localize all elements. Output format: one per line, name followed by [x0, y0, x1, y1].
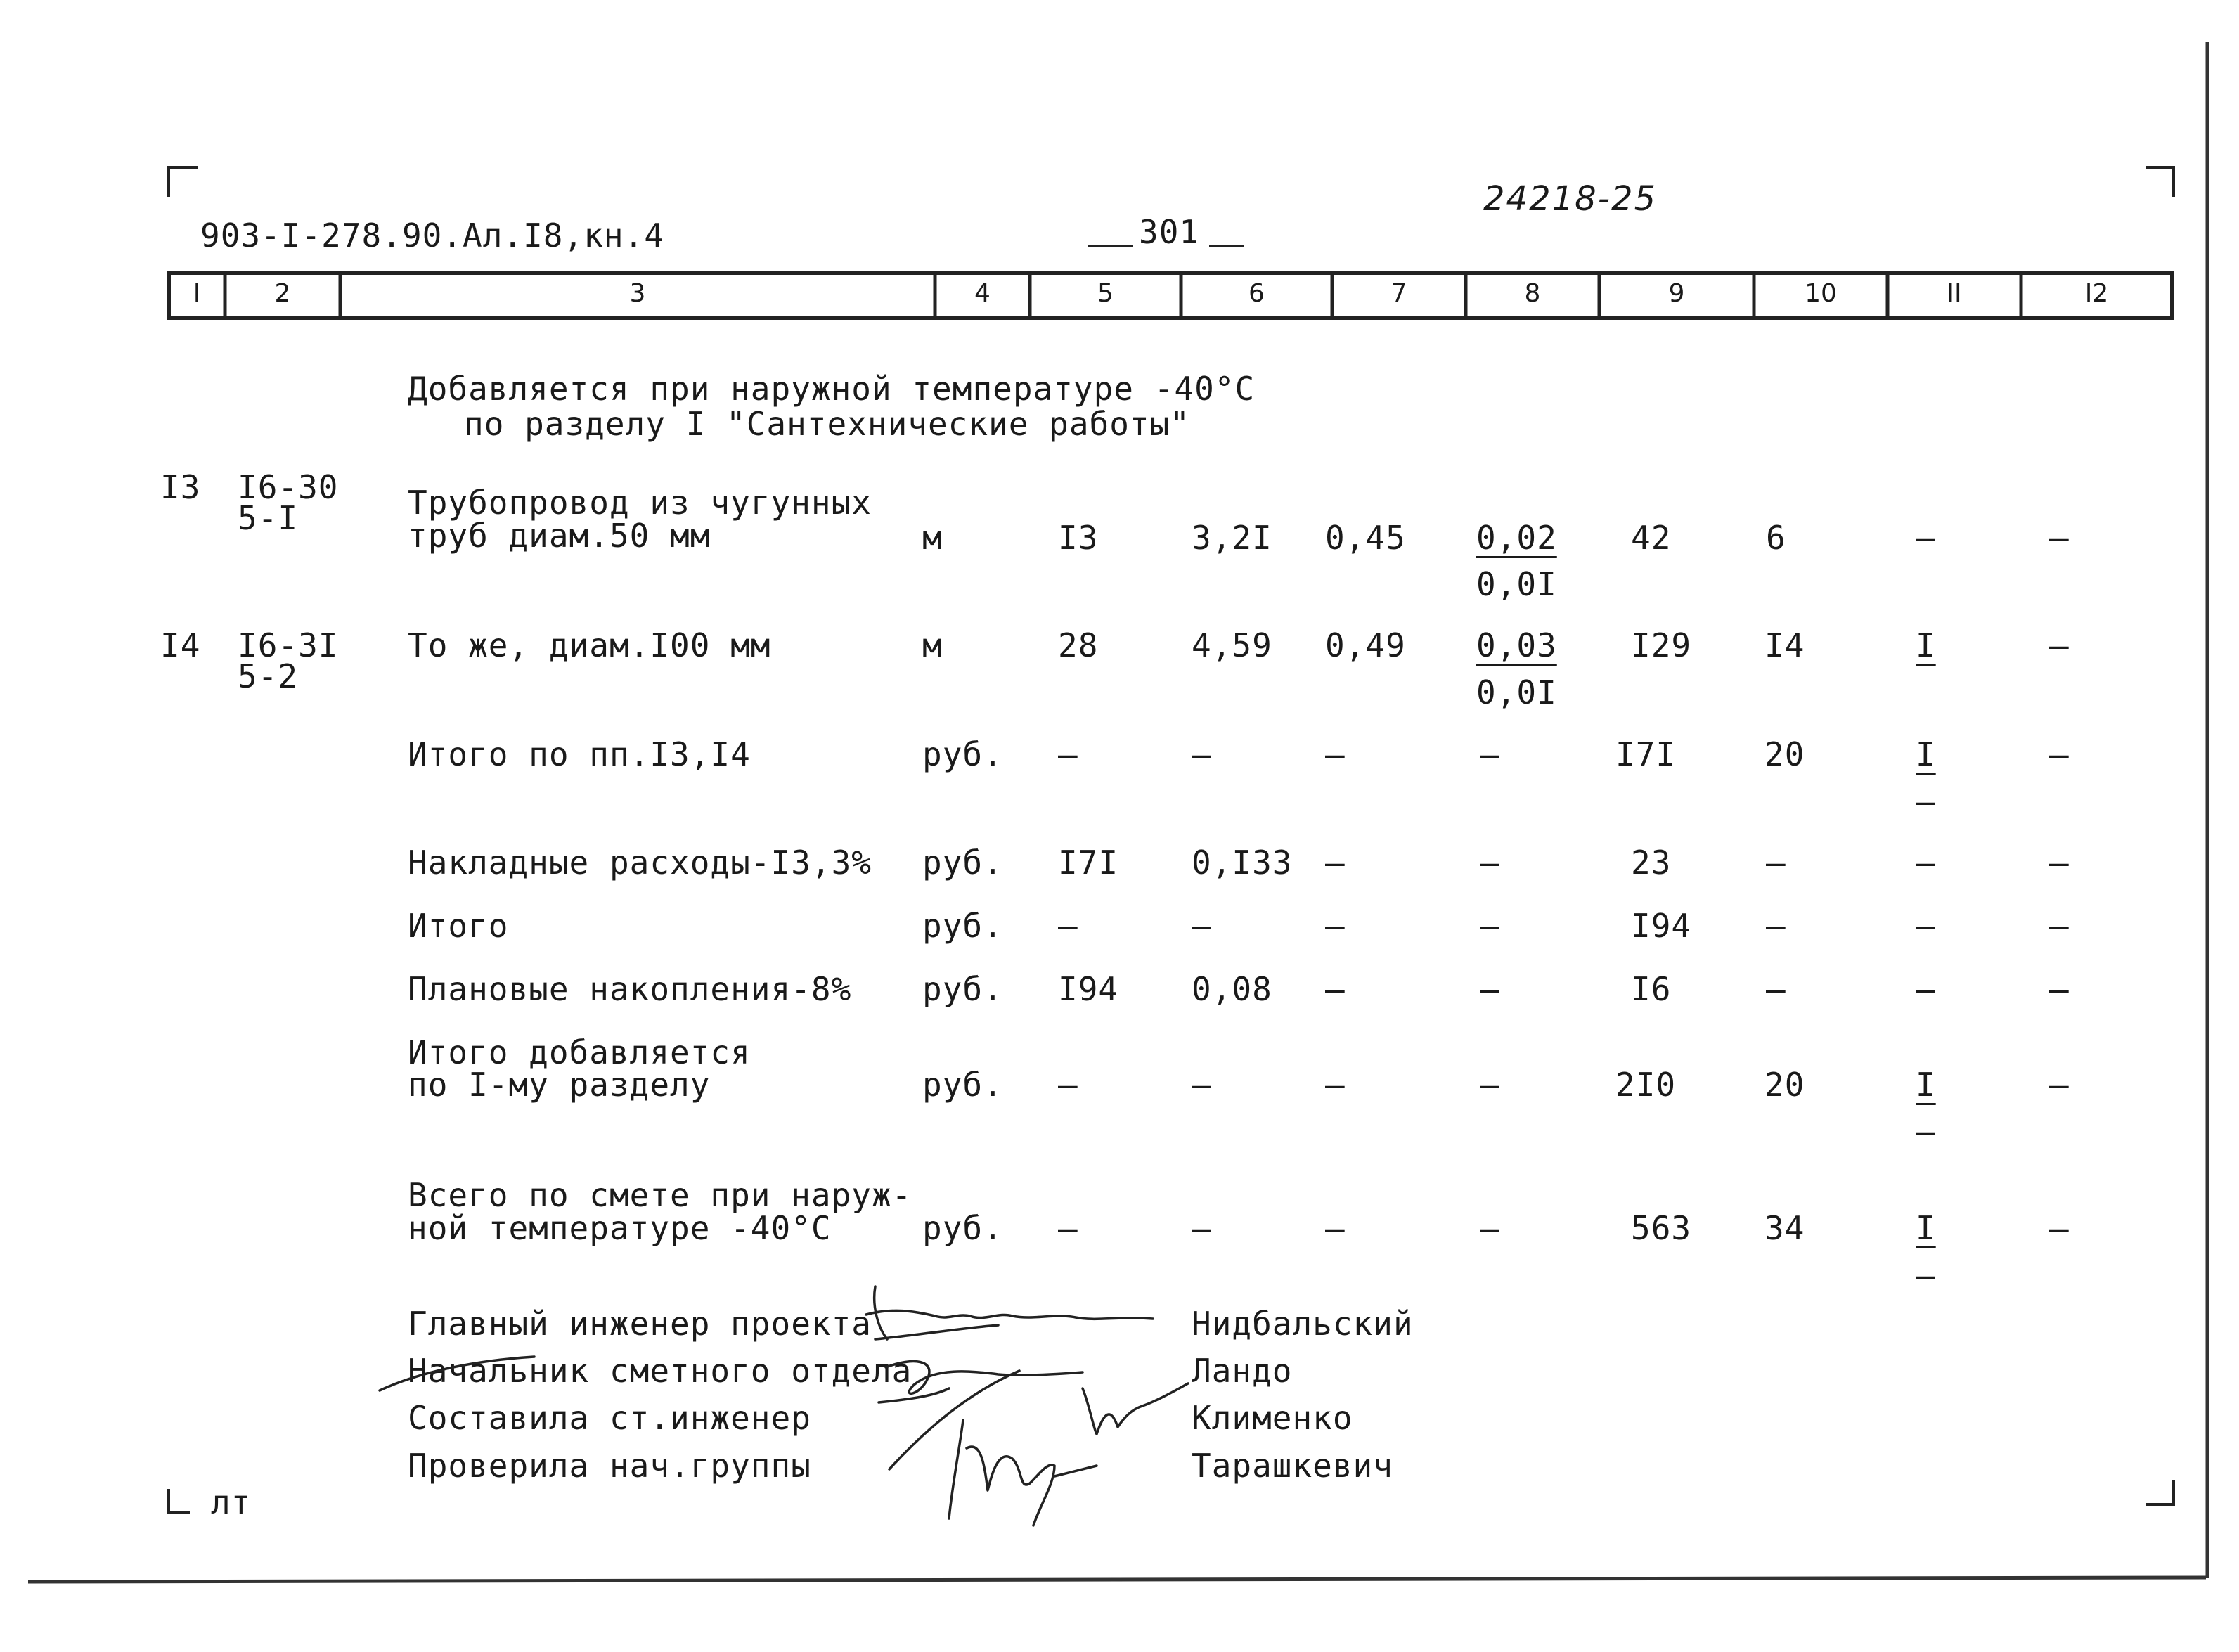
signature-role: Проверила нач.группы	[408, 1447, 811, 1485]
cell-col11-sub: –	[1916, 1113, 1936, 1151]
cell-col11: –	[1916, 844, 1936, 882]
cell-col5: 28	[1058, 626, 1099, 664]
cell-col5: –	[1058, 735, 1078, 773]
cell-col10: –	[1766, 970, 1786, 1008]
signature-role: Составила ст.инженер	[408, 1399, 811, 1437]
cell-col10: 20	[1764, 735, 1805, 773]
cell-col8: –	[1480, 844, 1500, 882]
unit: руб.	[922, 735, 1003, 773]
cell-col10: 6	[1766, 519, 1786, 557]
row-number: I3	[160, 468, 201, 506]
item-name: Итого по пп.I3,I4	[408, 735, 751, 773]
cell-col8-sub: 0,0I	[1476, 565, 1557, 603]
cell-col5: –	[1058, 1066, 1078, 1104]
column-number: I	[193, 279, 201, 308]
item-name: Итого	[408, 907, 509, 945]
cell-col7: 0,45	[1325, 519, 1406, 557]
cell-col10: I4	[1764, 626, 1805, 664]
cell-col11: –	[1916, 907, 1936, 945]
item-name: Плановые накопления-8%	[408, 970, 852, 1008]
cell-col5: I94	[1058, 970, 1119, 1008]
item-name: Накладные расходы-I3,3%	[408, 844, 872, 882]
cell-col9: I94	[1631, 907, 1692, 945]
cell-col7: –	[1325, 844, 1346, 882]
cell-col10: –	[1766, 907, 1786, 945]
cell-col6: –	[1192, 907, 1212, 945]
cell-col11: I	[1916, 1066, 1936, 1104]
norm-code-sub: 5-I	[238, 499, 299, 537]
cell-col8-sub: 0,0I	[1476, 673, 1557, 711]
column-number: 8	[1524, 279, 1541, 308]
column-number: 5	[1097, 279, 1114, 308]
item-name: Трубопровод из чугунных	[408, 484, 872, 522]
column-number: 3	[629, 279, 646, 308]
cell-col9: I6	[1631, 970, 1672, 1008]
cell-col8: –	[1480, 970, 1500, 1008]
column-number: II	[1947, 279, 1962, 308]
cell-col12: –	[2049, 1209, 2070, 1247]
column-number: 4	[974, 279, 991, 308]
norm-code-sub: 5-2	[238, 657, 299, 695]
column-number: 9	[1668, 279, 1685, 308]
item-name-cont: труб диам.50 мм	[408, 517, 711, 555]
cell-col8: –	[1480, 1209, 1500, 1247]
cell-col5: –	[1058, 1209, 1078, 1247]
cell-col7: –	[1325, 1209, 1346, 1247]
cell-col9: I7I	[1615, 735, 1677, 773]
section-heading-line1: Добавляется при наружной температуре -40°С	[408, 370, 1256, 408]
signature-name: Клименко	[1192, 1399, 1353, 1437]
cell-col5: I3	[1058, 519, 1099, 557]
unit: руб.	[922, 844, 1003, 882]
cell-col10: –	[1766, 844, 1786, 882]
cell-col9: I29	[1631, 626, 1692, 664]
handwritten-archive-number: 24218-25	[1483, 179, 1658, 219]
cell-col6: –	[1192, 1209, 1212, 1247]
column-number: 2	[274, 279, 291, 308]
signature-role: Начальник сметного отдела	[408, 1352, 912, 1390]
cell-col12: –	[2049, 970, 2070, 1008]
column-number: 10	[1805, 279, 1837, 308]
unit: руб.	[922, 907, 1003, 945]
cell-col8: –	[1480, 735, 1500, 773]
signature-name: Тарашкевич	[1192, 1447, 1393, 1485]
cell-col11: –	[1916, 970, 1936, 1008]
cell-col6: 0,I33	[1192, 844, 1293, 882]
cell-col7: –	[1325, 1066, 1346, 1104]
cell-col12: –	[2049, 519, 2070, 557]
signature-name: Нидбальский	[1192, 1305, 1414, 1343]
unit: руб.	[922, 1209, 1003, 1247]
cell-col11: –	[1916, 519, 1936, 557]
cell-col11: I	[1916, 1209, 1936, 1247]
cell-col7: –	[1325, 907, 1346, 945]
cell-col9: 2I0	[1615, 1066, 1677, 1104]
cell-col7: –	[1325, 970, 1346, 1008]
cell-col8: 0,02	[1476, 519, 1557, 557]
cell-col12: –	[2049, 844, 2070, 882]
item-name-cont: ной температуре -40°С	[408, 1209, 832, 1247]
cell-col5: I7I	[1058, 844, 1119, 882]
cell-col12: –	[2049, 907, 2070, 945]
row-number: I4	[160, 626, 201, 664]
item-name-cont: по I-му разделу	[408, 1066, 711, 1104]
cell-col7: –	[1325, 735, 1346, 773]
cell-col8: –	[1480, 907, 1500, 945]
cell-col9: 563	[1631, 1209, 1692, 1247]
cell-col12: –	[2049, 1066, 2070, 1104]
cell-col10: 20	[1764, 1066, 1805, 1104]
item-name: Всего по смете при наруж-	[408, 1176, 912, 1214]
column-number: I2	[2084, 279, 2109, 308]
cell-col6: 4,59	[1192, 626, 1272, 664]
unit: м	[922, 519, 943, 557]
cell-col12: –	[2049, 626, 2070, 664]
unit: руб.	[922, 970, 1003, 1008]
cell-col9: 42	[1631, 519, 1672, 557]
cell-col6: 0,08	[1192, 970, 1272, 1008]
norm-code: I6-3I	[238, 626, 339, 664]
unit: м	[922, 626, 943, 664]
item-name: Итого добавляется	[408, 1033, 751, 1071]
page-number: 301	[1139, 213, 1200, 251]
cell-col9: 23	[1631, 844, 1672, 882]
cell-col8: 0,03	[1476, 626, 1557, 664]
signature-name: Ландо	[1192, 1352, 1293, 1390]
cell-col11: I	[1916, 626, 1936, 664]
cell-col11-sub: –	[1916, 782, 1936, 820]
cell-col8: –	[1480, 1066, 1500, 1104]
signature-role: Главный инженер проекта	[408, 1305, 872, 1343]
cell-col6: 3,2I	[1192, 519, 1272, 557]
cell-col6: –	[1192, 1066, 1212, 1104]
cell-col11-sub: –	[1916, 1256, 1936, 1294]
column-number: 6	[1248, 279, 1265, 308]
cell-col11: I	[1916, 735, 1936, 773]
item-name: То же, диам.I00 мм	[408, 626, 771, 664]
column-number: 7	[1390, 279, 1407, 308]
cell-col7: 0,49	[1325, 626, 1406, 664]
section-heading-line2: по разделу I "Сантехнические работы"	[464, 405, 1190, 443]
footer-mark: лт	[211, 1483, 252, 1521]
cell-col6: –	[1192, 735, 1212, 773]
document-code: 903-I-278.90.Ал.I8,кн.4	[200, 217, 664, 254]
unit: руб.	[922, 1066, 1003, 1104]
cell-col5: –	[1058, 907, 1078, 945]
cell-col12: –	[2049, 735, 2070, 773]
norm-code: I6-30	[238, 468, 339, 506]
cell-col10: 34	[1764, 1209, 1805, 1247]
